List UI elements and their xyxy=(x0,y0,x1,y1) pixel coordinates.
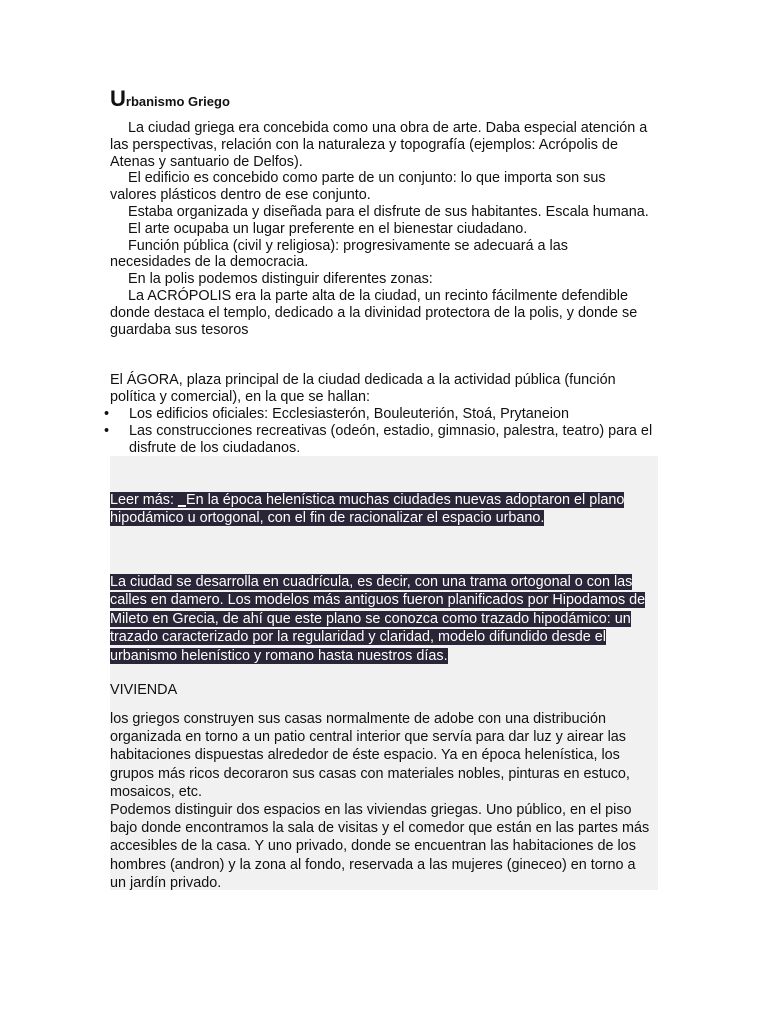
intro-paragraph: El arte ocupaba un lugar preferente en el bienestar ciudadano. xyxy=(128,220,528,237)
bullet-icon: • xyxy=(104,423,110,439)
vivienda-paragraph: los griegos construyen sus casas normalmente de adobe con una distribución organizada en torno a un patio central interior que servía para dar luz y airear las habitaciones dispuestas alrededor de éste espacio. Ya en época helenística, los grupos más ricos decoraron sus casas con materiales nobles, pinturas en estuco, mosaicos, etc. xyxy=(110,711,630,800)
list-item xyxy=(104,423,655,457)
title-text: rbanismo Griego xyxy=(125,94,230,109)
intro-paragraph: Estaba organizada y diseñada para el disfrute de sus habitantes. Escala humana. xyxy=(128,203,649,220)
read-more-link[interactable]: _ xyxy=(177,492,186,508)
highlighted-text: En la época helenística muchas ciudades nuevas adoptaron el plano hipodámico u ortogonal, con el fin de racionalizar el espacio urbano. xyxy=(110,492,625,527)
highlighted-paragraph-hellenistic xyxy=(110,491,658,528)
list-item xyxy=(104,406,655,423)
intro-paragraph: El edificio es concebido como parte de un conjunto: lo que importa son sus valores plásticos dentro de ese conjunto. xyxy=(110,170,606,204)
intro-paragraph: La ACRÓPOLIS era la parte alta de la ciudad, un recinto fácilmente defendible donde destaca el templo, dedicado a la divinidad protectora de la polis, y donde se guardaba sus tesoros xyxy=(110,287,638,338)
vivienda-heading: VIVIENDA xyxy=(110,682,178,698)
intro-paragraph: En la polis podemos distinguir diferentes zonas: xyxy=(128,271,433,288)
vivienda-paragraph: Podemos distinguir dos espacios en las viviendas griegas. Uno público, en el piso bajo donde encontramos la sala de visitas y el comedor que están en las partes más accesibles de la casa. Y uno privado, donde se encuentran las habitaciones de los hombres (andron) y la zona al fondo, reservada a las mujeres (gineceo) en torno a un jardín privado. xyxy=(110,802,650,891)
agora-intro: El ÁGORA, plaza principal de la ciudad dedicada a la actividad pública (función política y comercial), en la que se hallan: xyxy=(110,372,616,405)
read-more-prefix: Leer más: xyxy=(110,492,178,508)
intro-section xyxy=(110,120,650,338)
agora-list xyxy=(104,406,655,457)
document-title xyxy=(110,86,230,112)
intro-paragraph: Función pública (civil y religiosa): progresivamente se adecuará a las necesidades de la democracia. xyxy=(110,237,568,271)
bullet-icon: • xyxy=(104,406,110,422)
intro-paragraph: La ciudad griega era concebida como una obra de arte. Daba especial atención a las perspectivas, relación con la naturaleza y topografía (ejemplos: Acrópolis de Atenas y santuario de Delfos). xyxy=(110,120,648,170)
list-item-text: Los edificios oficiales: Ecclesiasterón, Bouleuterión, Stoá, Prytaneion xyxy=(129,406,569,422)
title-drop-cap: U xyxy=(110,86,126,111)
highlighted-text: La ciudad se desarrolla en cuadrícula, es decir, con una trama ortogonal o con las calles en damero. Los modelos más antiguos fueron planificados por Hipodamos de Mileto en Grecia, de ahí que este plano se conozca como trazado hipodámico: un trazado caracterizado por la regularidad y claridad, modelo difundido desde el urbanismo helenístico y romano hasta nuestros días. xyxy=(110,574,646,664)
vivienda-section xyxy=(110,710,650,892)
highlighted-paragraph-grid xyxy=(110,573,658,665)
list-item-text: Las construcciones recreativas (odeón, estadio, gimnasio, palestra, teatro) para el disfrute de los ciudadanos. xyxy=(129,423,653,456)
agora-section xyxy=(104,372,655,457)
